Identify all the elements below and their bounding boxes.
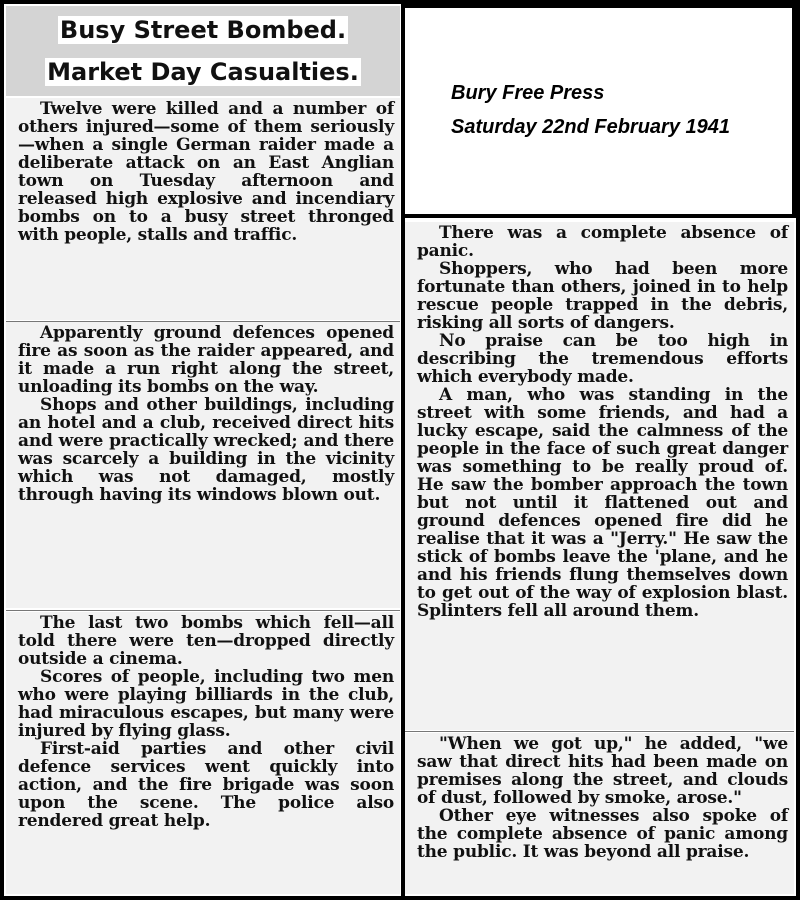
paragraph: A man, who was standing in the street with some friends, and had a lucky escape, said the calmness of the people in the face of such great danger was something to be really proud of. He saw the bomber approach the town but not until it flattened out and ground defences opened fire did he realise that it was a "Jerry." He saw the stick of bombs leave the 'plane, and he and his friends flung themselves down to get out of the way of explosion blast. Splinters fell all around them. bbox=[417, 385, 788, 621]
paragraph: Twelve were killed and a number of others injured—some of them seriously—when a single German raider made a deliberate attack on an East Anglian town on Tuesday afternoon and released high explosive and incendiary bombs on to a busy street thronged with people, stalls and traffic. bbox=[18, 99, 394, 245]
paragraph: Scores of people, including two men who were playing billiards in the club, had miraculous escapes, but many were injured by flying glass. bbox=[18, 667, 394, 741]
paragraph: Shoppers, who had been more fortunate than others, joined in to help rescue people trapped in the debris, risking all sorts of dangers. bbox=[417, 259, 788, 333]
paragraph: "When we got up," he added, "we saw that direct hits had been made on premises along the street, and clouds of dust, followed by smoke, arose." bbox=[417, 734, 788, 808]
headline-text-1: Busy Street Bombed. bbox=[59, 16, 347, 44]
paragraph: First-aid parties and other civil defence services went quickly into action, and the fire brigade was soon upon the scene. The police also rendered great help. bbox=[18, 739, 394, 831]
paragraph: There was a complete absence of panic. bbox=[417, 223, 788, 261]
paragraph: Shops and other buildings, including an hotel and a club, received direct hits and were practically wrecked; and there was scarcely a building in the vicinity which was not damaged, mostly through having its windows blown out. bbox=[18, 395, 394, 505]
publication-date: Saturday 22nd February 1941 bbox=[451, 116, 731, 138]
headline-text-2: Market Day Casualties. bbox=[47, 58, 359, 86]
paragraph: The last two bombs which fell—all told there were ten—dropped directly outside a cinema. bbox=[18, 613, 394, 669]
paragraph: No praise can be too high in describing the tremendous efforts which everybody made. bbox=[417, 331, 788, 387]
paragraph: Other eye witnesses also spoke of the complete absence of panic among the public. It was beyond all praise. bbox=[417, 806, 788, 862]
paragraph: Apparently ground defences opened fire as soon as the raider appeared, and it made a run right along the street, unloading its bombs on the way. bbox=[18, 323, 394, 397]
publication-name: Bury Free Press bbox=[451, 82, 605, 104]
